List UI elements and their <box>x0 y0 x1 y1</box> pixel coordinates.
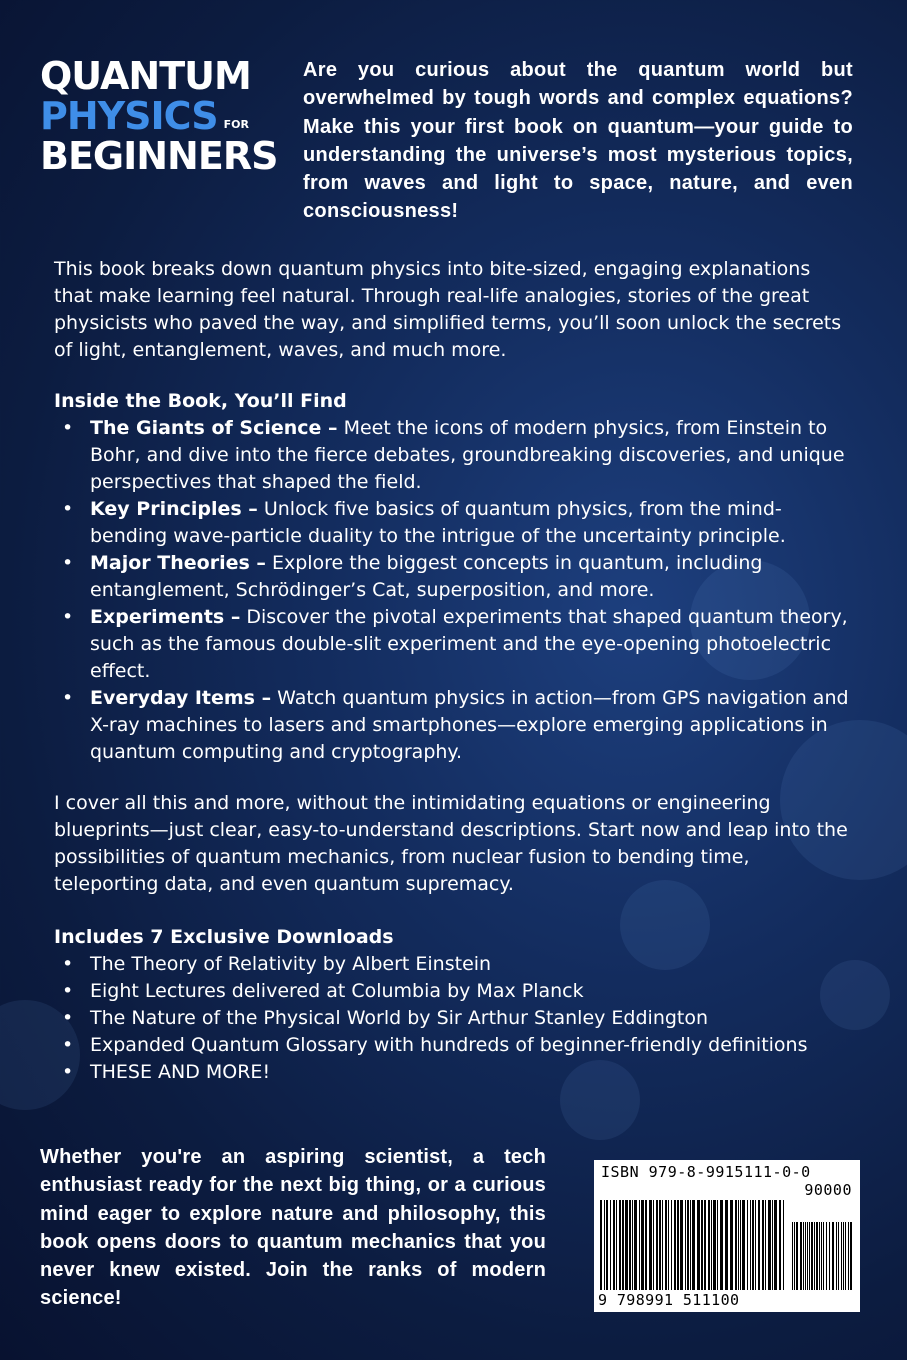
summary-paragraph: I cover all this and more, without the intimidating equations or engineering blueprints—just clear, easy-to-understand descriptions. Start now and leap into the possibilities of quantum mechanics, from nuclear fusion to bending time, teleporting data, and even quantum supremacy. <box>54 792 848 895</box>
item-text: Explore the biggest concepts in quantum, including entanglement, Schrödinger’s Cat, superposition, and more. <box>90 552 763 601</box>
list-item: • The Nature of the Physical World by Sir Arthur Stanley Eddington <box>54 1005 854 1032</box>
description-paragraph: This book breaks down quantum physics into bite-sized, engaging explanations that make learning feel natural. Through real-life analogies, stories of the great physicists who paved the way, and simplified terms, you’ll soon unlock the secrets of light, entanglement, waves, and much more. <box>54 258 842 361</box>
downloads-heading: Includes 7 Exclusive Downloads <box>54 926 394 948</box>
item-text: Discover the pivotal experiments that shaped quantum theory, such as the famous double-slit experiment and the eye-opening photoelectric effect. <box>90 606 848 682</box>
item-text: Meet the icons of modern physics, from Einstein to Bohr, and dive into the fierce debates, groundbreaking discoveries, and unique perspectives that shaped the field. <box>90 417 845 493</box>
list-item: • Eight Lectures delivered at Columbia by Max Planck <box>54 978 854 1005</box>
item-term: Major Theories – <box>90 552 266 574</box>
list-item: • THESE AND MORE! <box>54 1059 854 1086</box>
list-item <box>54 685 854 766</box>
intro-blurb: Are you curious about the quantum world but overwhelmed by tough words and complex equations? Make this your first book on quantum—your guide to understanding the universe’s most mysterious topics, from waves and light to space, nature, and even consciousness! <box>303 59 853 223</box>
price-code: 90000 <box>804 1181 852 1199</box>
item-term: Everyday Items – <box>90 687 272 709</box>
item-term: Key Principles – <box>90 498 258 520</box>
list-item: • Expanded Quantum Glossary with hundreds of beginner-friendly definitions <box>54 1032 854 1059</box>
item-text: Watch quantum physics in action—from GPS navigation and X-ray machines to lasers and smartphones—explore emerging applications in quantum computing and cryptography. <box>90 687 849 763</box>
logo-line-beginners: BEGINNERS <box>40 134 278 178</box>
closing-blurb: Whether you're an aspiring scientist, a tech enthusiast ready for the next big thing, or a curious mind eager to explore nature and philosophy, this book opens doors to quantum mechanics that you never knew existed. Join the ranks of modern science! <box>40 1146 546 1310</box>
list-item <box>54 550 854 604</box>
list-item <box>54 415 854 496</box>
logo-line-physics: PHYSICS <box>40 94 218 138</box>
downloads-section <box>54 924 854 1086</box>
list-item <box>54 604 854 685</box>
isbn-text: ISBN 979-8-9915111-0-0 <box>601 1163 811 1181</box>
title-logo <box>40 56 280 176</box>
logo-line-quantum: QUANTUM <box>40 54 251 98</box>
inside-section <box>54 388 854 766</box>
item-term: The Giants of Science – <box>90 417 338 439</box>
item-term: Experiments – <box>90 606 241 628</box>
logo-for: FOR <box>223 118 249 131</box>
list-item <box>54 496 854 550</box>
downloads-list <box>54 951 854 1086</box>
item-text: Unlock five basics of quantum physics, from the mind-bending wave-particle duality to the intrigue of the uncertainty principle. <box>90 498 786 547</box>
ean-digits: 9 798991 511100 <box>598 1291 740 1309</box>
inside-list <box>54 415 854 766</box>
list-item: • The Theory of Relativity by Albert Einstein <box>54 951 854 978</box>
isbn-barcode <box>594 1160 860 1312</box>
inside-heading: Inside the Book, You’ll Find <box>54 390 347 412</box>
